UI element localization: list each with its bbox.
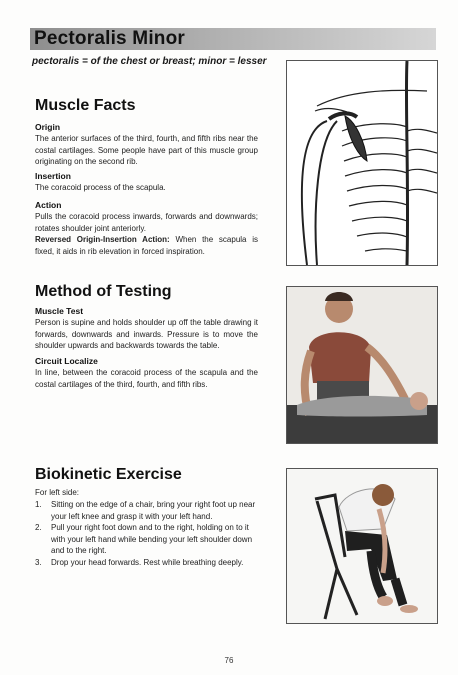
exercise-steps xyxy=(35,499,260,568)
biokinetic-intro: For left side: xyxy=(35,488,80,497)
muscle-test-label: Muscle Test xyxy=(35,306,84,316)
page-number: 76 xyxy=(224,656,234,665)
action-text: Pulls the coracoid process inwards, forwards and downwards; rotates shoulder joint anteriorly. xyxy=(35,212,258,233)
muscle-test-photo xyxy=(286,286,438,444)
exercise-step: 2. Pull your right foot down and to the right, holding on to it with your left hand while bending your left shoulder down and to the right. xyxy=(35,523,253,555)
pectoralis-minor-muscle-shape xyxy=(345,116,367,161)
insertion-text: The coracoid process of the scapula. xyxy=(35,183,166,192)
exercise-step: 1. Sitting on the edge of a chair, bring your right foot up near your left knee and grasp it with your left hand. xyxy=(35,500,256,521)
action-label: Action xyxy=(35,200,62,210)
rib-cage-drawing xyxy=(287,61,437,265)
anatomy-illustration xyxy=(286,60,438,266)
reversed-label: Reversed Origin-Insertion Action: xyxy=(35,235,170,244)
biokinetic-heading: Biokinetic Exercise xyxy=(35,466,182,483)
circuit-label: Circuit Localize xyxy=(35,356,98,366)
circuit-text: In line, between the coracoid process of the scapula and the costal cartilages of the third, fourth, and fifth ribs. xyxy=(35,368,258,389)
muscle-facts-heading: Muscle Facts xyxy=(35,97,136,114)
origin-text: The anterior surfaces of the third, fourth, and fifth ribs near the costal cartilages. Some people have part of this muscle group originating on the second rib. xyxy=(35,134,258,166)
title-bar xyxy=(30,28,436,50)
exercise-photo xyxy=(286,468,438,624)
exercise-step: 3. Drop your head forwards. Rest while breathing deeply. xyxy=(35,557,244,567)
muscle-test-text: Person is supine and holds shoulder up off the table drawing it forwards, downwards and inwards. Pressure is to move the shoulder upwards and backwards towards the table. xyxy=(35,318,258,350)
muscle-test-figure xyxy=(287,287,437,443)
reversed-action xyxy=(35,234,258,257)
reversed-text: When the scapula is fixed, it aids in rib elevation in forced inspiration. xyxy=(35,235,258,256)
insertion-label: Insertion xyxy=(35,171,71,181)
method-testing-heading: Method of Testing xyxy=(35,283,172,300)
origin-label: Origin xyxy=(35,122,61,132)
exercise-figure xyxy=(287,469,437,623)
page-title: Pectoralis Minor xyxy=(34,28,186,49)
etymology: pectoralis = of the chest or breast; minor = lesser xyxy=(32,56,267,67)
